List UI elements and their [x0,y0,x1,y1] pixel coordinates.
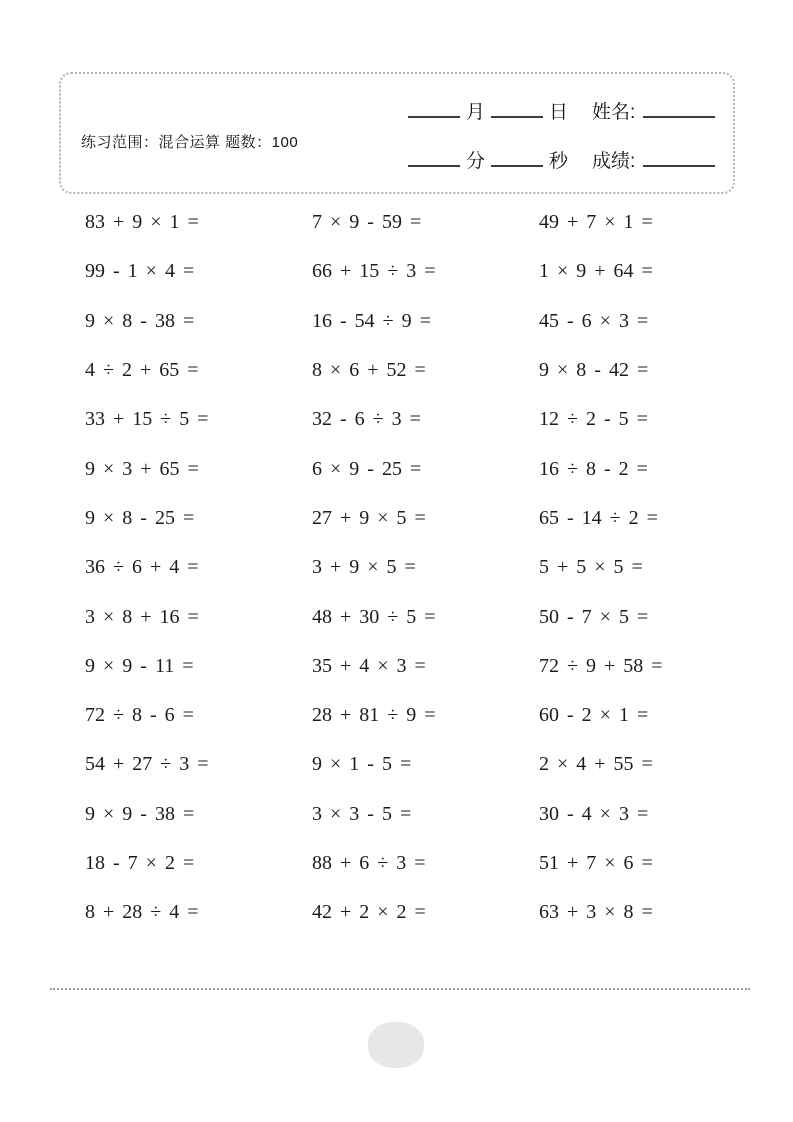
score-label: 成绩: [592,151,636,172]
math-problem: 8 + 28 ÷ 4 = [85,901,199,924]
math-problem: 12 ÷ 2 - 5 = [539,408,648,431]
month-blank-line [408,102,460,118]
day-blank-line [491,102,543,118]
math-problem: 2 × 4 + 55 = [539,753,653,776]
math-problem: 35 + 4 × 3 = [312,654,426,677]
time-score-row [402,151,721,172]
math-problem: 49 + 7 × 1 = [539,211,653,234]
math-problem: 42 + 2 × 2 = [312,901,426,924]
math-problem: 8 × 6 + 52 = [312,359,426,382]
math-problem: 9 × 8 - 38 = [85,309,195,332]
math-problem: 83 + 9 × 1 = [85,211,199,234]
math-problem: 18 - 7 × 2 = [85,852,195,874]
math-problem: 16 ÷ 8 - 2 = [539,457,648,480]
math-problem: 32 - 6 ÷ 3 = [312,408,421,431]
math-problem: 45 - 6 × 3 = [539,309,649,332]
dotted-divider [50,988,750,990]
minute-label: 分 [466,151,486,172]
math-problem: 36 ÷ 6 + 4 = [85,556,199,579]
math-problem: 9 × 9 - 38 = [85,802,195,825]
second-label: 秒 [549,151,569,172]
date-name-row [402,102,721,123]
math-problem: 1 × 9 + 64 = [539,260,653,283]
math-problem: 65 - 14 ÷ 2 = [539,506,658,529]
math-problem: 51 + 7 × 6 = [539,852,653,874]
math-problem: 16 - 54 ÷ 9 = [312,309,431,332]
page-number-placeholder [368,1022,424,1068]
math-problem: 7 × 9 - 59 = [312,211,422,234]
math-problem: 9 × 3 + 65 = [85,457,199,480]
math-problem: 4 ÷ 2 + 65 = [85,359,199,382]
math-problem: 9 × 8 - 25 = [85,506,195,529]
math-problem: 5 + 5 × 5 = [539,556,643,579]
month-label: 月 [466,102,486,123]
math-problem: 28 + 81 ÷ 9 = [312,704,436,727]
math-problem: 72 ÷ 8 - 6 = [85,704,194,727]
math-problem: 33 + 15 ÷ 5 = [85,408,209,431]
math-problem: 9 × 8 - 42 = [539,359,649,382]
name-label: 姓名: [592,102,636,123]
math-problem: 30 - 4 × 3 = [539,802,649,825]
math-problem: 6 × 9 - 25 = [312,457,422,480]
minute-blank-line [408,151,460,167]
problems-grid [85,198,745,937]
name-blank-line [643,102,715,118]
day-label: 日 [549,102,569,123]
math-problem: 27 + 9 × 5 = [312,506,426,529]
math-problem: 63 + 3 × 8 = [539,901,653,924]
math-problem: 54 + 27 ÷ 3 = [85,753,209,776]
math-problem: 66 + 15 ÷ 3 = [312,260,436,283]
math-problem: 9 × 9 - 11 = [85,654,194,677]
math-problem: 60 - 2 × 1 = [539,704,649,727]
worksheet-header [59,72,735,194]
math-problem: 48 + 30 ÷ 5 = [312,605,436,628]
math-problem: 3 × 3 - 5 = [312,802,412,825]
math-problem: 9 × 1 - 5 = [312,753,412,776]
math-problem: 3 + 9 × 5 = [312,556,416,579]
math-problem: 72 ÷ 9 + 58 = [539,654,663,677]
score-blank-line [643,151,715,167]
practice-range-label: 练习范围：混合运算 题数：100 [81,134,299,151]
second-blank-line [491,151,543,167]
math-problem: 50 - 7 × 5 = [539,605,649,628]
math-problem: 99 - 1 × 4 = [85,260,195,283]
math-problem: 3 × 8 + 16 = [85,605,199,628]
math-problem: 88 + 6 ÷ 3 = [312,852,426,874]
